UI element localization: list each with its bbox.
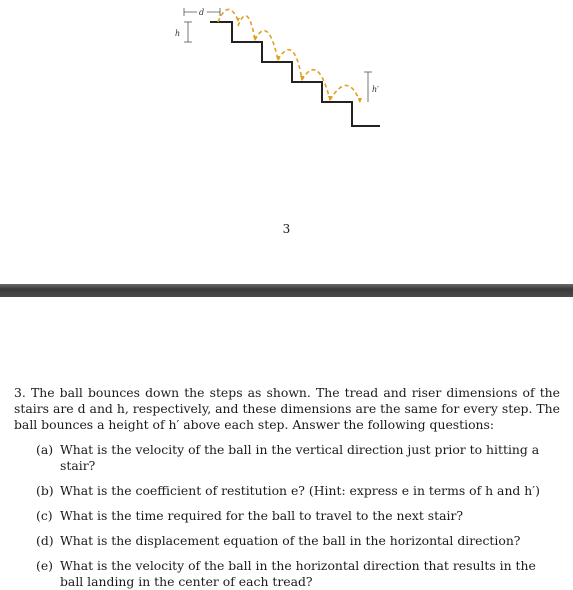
question-text: What is the time required for the ball to travel to the next stair? (60, 508, 464, 523)
ball-trajectory (218, 9, 360, 102)
problem-intro (14, 385, 560, 433)
question-letter: (c) (36, 508, 53, 523)
current-page (0, 297, 573, 590)
question-letter: (b) (36, 483, 54, 498)
problem-number: 3. (14, 385, 26, 400)
question-text: What is the coefficient of restitution e? (Hint: express e in terms of h and h′) (60, 483, 540, 498)
question-c (14, 508, 560, 524)
question-letter: (a) (36, 442, 54, 457)
question-e (14, 558, 560, 590)
question-text: What is the velocity of the ball in the horizontal direction that results in the ball landing in the center of each tread? (60, 558, 536, 589)
question-text: What is the displacement equation of the ball in the horizontal direction? (60, 533, 521, 548)
question-text: What is the velocity of the ball in the vertical direction just prior to hitting a stair? (60, 442, 540, 473)
problem-3 (14, 385, 560, 590)
problem-statement: The ball bounces down the steps as shown. The tread and riser dimensions of the stairs are d and h, respectively, and these dimensions are the same for every step. The ball bounces a height of h′ above each step. Answer the following questions: (14, 385, 560, 432)
stairs-figure (170, 0, 390, 140)
riser-label-h: h (175, 29, 181, 38)
question-d (14, 533, 560, 549)
stair-outline (210, 22, 380, 126)
question-letter: (e) (36, 558, 54, 573)
question-list (14, 442, 560, 590)
question-a (14, 442, 560, 474)
stairs-diagram (170, 0, 390, 140)
bounce-height-label: h′ (372, 85, 379, 94)
page-divider (0, 284, 573, 297)
tread-label-d: d (199, 8, 205, 17)
question-letter: (d) (36, 533, 54, 548)
previous-page (0, 0, 573, 284)
question-b (14, 483, 560, 499)
page-number: 3 (282, 222, 291, 236)
trajectory-arrows (236, 18, 362, 103)
